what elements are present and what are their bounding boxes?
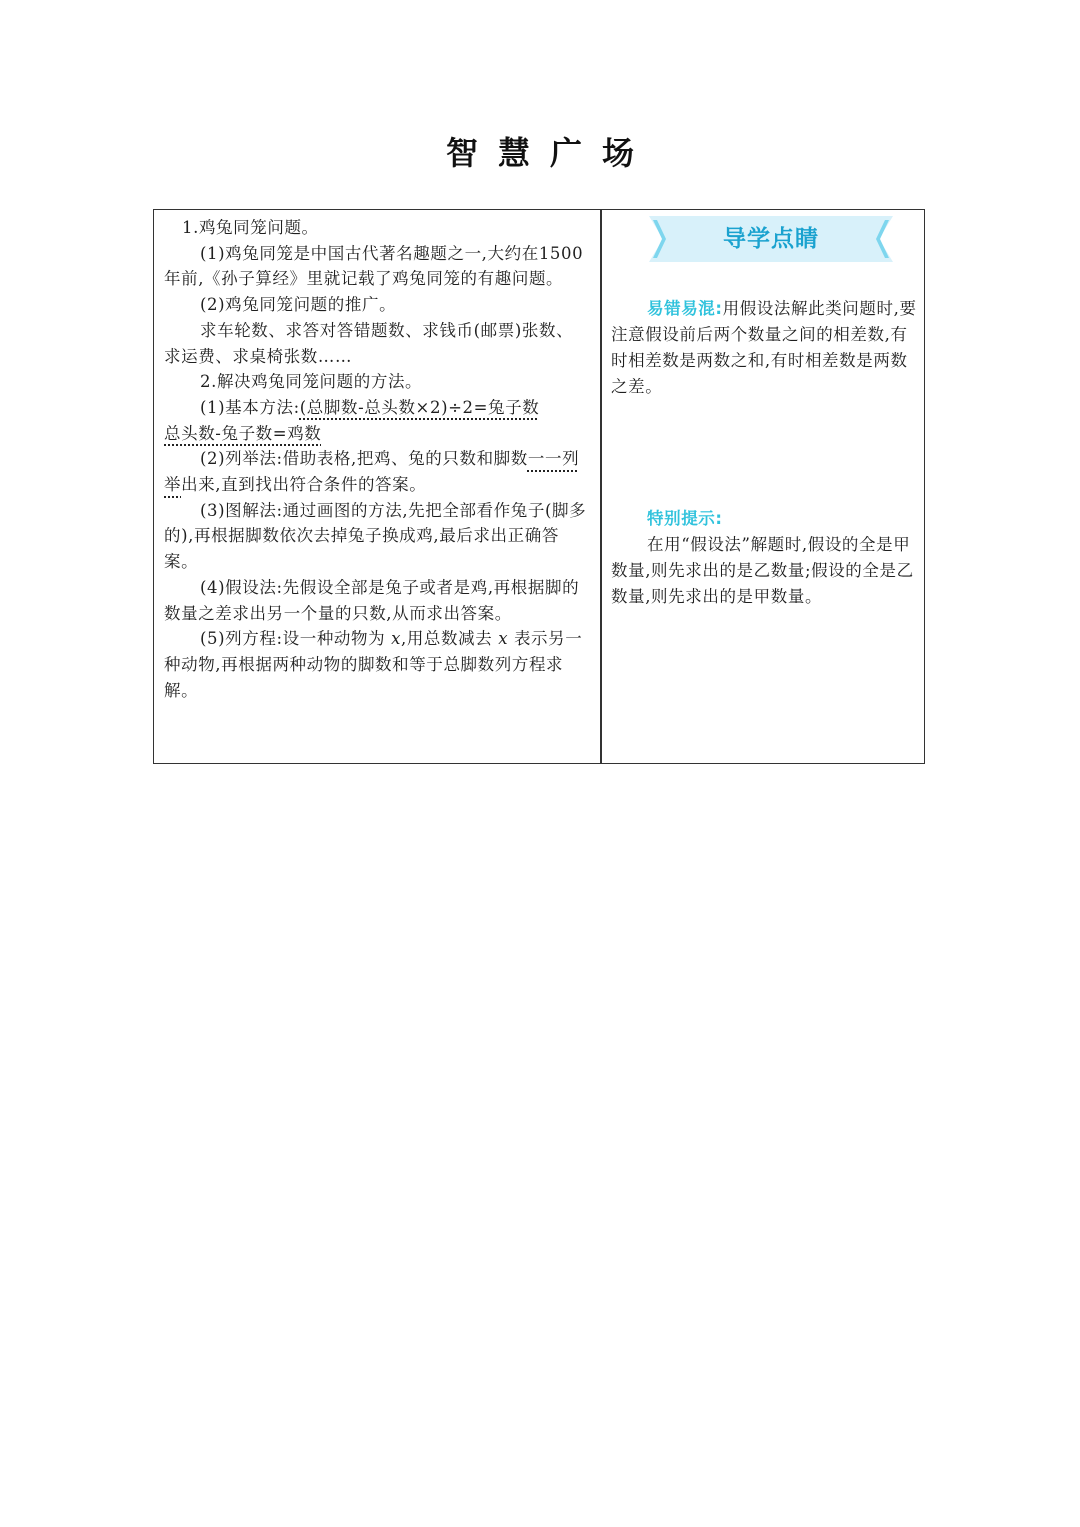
paragraph-extension-title: (2)鸡兔同笼问题的推广。 bbox=[200, 295, 397, 315]
variable-x: x bbox=[391, 629, 401, 649]
formula-rabbits: (总脚数-总头数×2)÷2=兔子数 bbox=[299, 397, 540, 417]
guide-banner bbox=[649, 216, 893, 262]
tip-text-special: 在用“假设法”解题时,假设的全是甲数量,则先求出的是乙数量;假设的全是乙数量,则先求出的是甲数量。 bbox=[611, 535, 914, 606]
tip-text-mistakes: 用假设法解此类问题时,要注意假设前后两个数量之间的相差数,有时相差数是两数之和,有时相差数是两数之差。 bbox=[611, 299, 917, 396]
formula-chickens: 总头数-兔子数=鸡数 bbox=[164, 423, 322, 443]
banner-title: 导学点睛 bbox=[723, 226, 819, 252]
method-equation-a: (5)列方程:设一种动物为 bbox=[200, 629, 392, 649]
method-listing-text: (2)列举法:借助表格,把鸡、兔的只数和脚数 bbox=[200, 449, 528, 469]
paragraph-extension-list: 求车轮数、求答对答错题数、求钱币(邮票)张数、求运费、求桌椅张数…… bbox=[164, 320, 574, 366]
method-diagram: (3)图解法:通过画图的方法,先把全部看作兔子(脚多的),再根据脚数依次去掉兔子换成鸡,最后求出正确答案。 bbox=[164, 500, 587, 572]
method-basic bbox=[164, 395, 588, 446]
page-title: 智慧广场 bbox=[445, 134, 654, 172]
method-basic-label: (1)基本方法: bbox=[200, 397, 300, 417]
method-equation-c: 表示另一种动物,再根据两种动物的脚数和等于总脚数列方程求解。 bbox=[164, 629, 583, 700]
paragraph-history: (1)鸡兔同笼是中国古代著名趣题之一,大约在1500年前,《孙子算经》里就记载了鸡兔同笼的有趣问题。 bbox=[164, 243, 584, 289]
variable-x: x bbox=[498, 629, 509, 649]
method-assumption: (4)假设法:先假设全部是兔子或者是鸡,再根据脚的数量之差求出另一个量的只数,从而求出答案。 bbox=[164, 577, 580, 623]
method-listing bbox=[164, 446, 588, 497]
heading-methods: 2.解决鸡兔同笼问题的方法。 bbox=[200, 372, 423, 392]
tip-common-mistakes bbox=[611, 296, 919, 400]
emphasis-list-one-by-one: 一一列举 bbox=[164, 449, 580, 495]
method-equation bbox=[164, 626, 588, 703]
column-divider bbox=[600, 210, 602, 763]
tip-label-special: 特别提示: bbox=[647, 509, 723, 528]
tip-special-note bbox=[611, 506, 919, 610]
knowledge-column bbox=[164, 215, 588, 703]
content-table bbox=[153, 209, 925, 764]
method-listing-suffix: 出来,直到找出符合条件的答案。 bbox=[181, 475, 427, 495]
tip-label-mistakes: 易错易混: bbox=[647, 299, 723, 318]
heading-chicken-rabbit: 1.鸡兔同笼问题。 bbox=[182, 218, 319, 237]
method-equation-b: ,用总数减去 bbox=[400, 629, 499, 649]
